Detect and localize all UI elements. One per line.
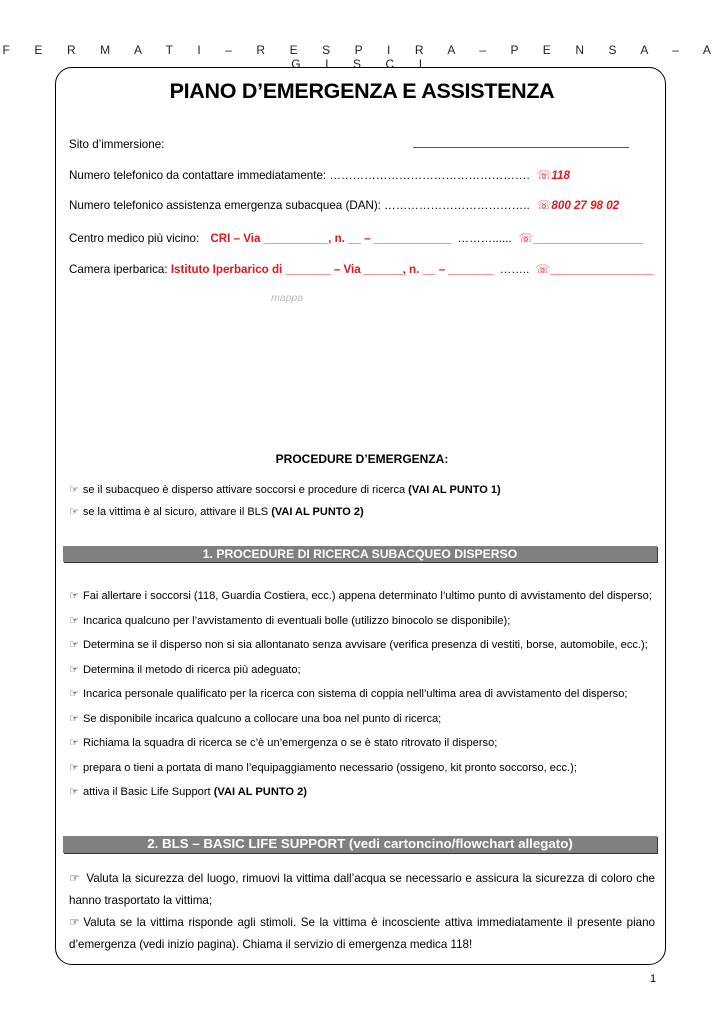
medical-phone: _________________: [533, 232, 643, 245]
pointing-hand-icon: ☞: [69, 786, 79, 798]
search-procedure-link: (VAI AL PUNTO 2): [213, 786, 307, 798]
search-procedure-item: [69, 663, 301, 676]
dan-line: [69, 198, 619, 212]
chamber-value: Istituto Iperbarico di _______ – Via ______, n. __ – _______: [170, 263, 494, 276]
pointing-hand-icon: ☞: [69, 663, 79, 676]
pointing-hand-icon: ☞: [69, 712, 79, 725]
chamber-phone: ________________: [550, 263, 654, 276]
pointing-hand-icon: ☞: [69, 737, 79, 749]
pointing-hand-icon: ☞: [69, 872, 80, 885]
dan-number: 800 27 98 02: [551, 199, 620, 212]
bls-paragraph: [69, 912, 655, 956]
emergency-number: 118: [551, 169, 570, 182]
bls-paragraph-text: Valuta se la vittima risponde agli stimoli. Se la vittima è incosciente attiva immediatamente il presente piano d’emergenza (vedi inizio pagina). Chiama il servizio di emergenza medica 118!: [69, 916, 655, 951]
search-procedure-text: Fai allertare i soccorsi (118, Guardia Costiera, ecc.) appena determinato l’ultimo punto di avvistamento del disperso;: [82, 590, 652, 602]
search-procedure-text: attiva il Basic Life Support: [82, 786, 211, 798]
medical-dots: ………......: [457, 232, 512, 245]
pointing-hand-icon: ☞: [69, 484, 79, 496]
pointing-hand-icon: ☞: [69, 590, 79, 602]
pointing-hand-icon: ☞: [69, 506, 79, 518]
chamber-label: Camera iperbarica:: [69, 263, 168, 276]
procedure-item-text: se il subacqueo è disperso attivare soccorsi e procedure di ricerca: [82, 484, 406, 496]
phone-icon: ☏: [536, 169, 552, 182]
chamber-phone-group: [536, 263, 654, 276]
procedure-item: [69, 483, 501, 496]
search-procedure-text: Determina se il disperso non si sia allontanato senza avvisare (verifica presenza di vestiti, borse, automobile, ecc.);: [82, 639, 648, 651]
phone-icon: ☏: [518, 232, 534, 245]
phone-icon: ☏: [535, 263, 551, 276]
emergency-number-group: [537, 169, 570, 182]
search-procedure-item: [69, 614, 510, 627]
pointing-hand-icon: ☞: [69, 688, 79, 700]
page-number: 1: [650, 973, 657, 985]
procedure-item: [69, 505, 364, 518]
emergency-label: Numero telefonico da contattare immediatamente: …………………………………………….: [69, 169, 530, 182]
search-procedure-item: [69, 736, 497, 749]
bls-paragraph-text: Valuta la sicurezza del luogo, rimuovi la vittima dall’acqua se necessario e assicura la sicurezza di coloro che hanno trasportato la vittima;: [69, 872, 655, 907]
search-procedure-text: Incarica qualcuno per l’avvistamento di eventuali bolle (utilizzo binocolo se disponibile);: [82, 614, 511, 627]
search-procedure-item: [69, 638, 648, 651]
search-procedure-item: [69, 785, 307, 798]
medical-label: Centro medico più vicino:: [69, 232, 200, 245]
search-procedure-item: [69, 712, 441, 725]
search-procedure-text: Se disponibile incarica qualcuno a collocare una boa nel punto di ricerca;: [82, 712, 442, 725]
chamber-dots: ……..: [499, 263, 530, 276]
procedure-item-link: (VAI AL PUNTO 2): [271, 506, 364, 518]
dan-label: Numero telefonico assistenza emergenza subacquea (DAN): ………………………………..: [69, 199, 530, 212]
pointing-hand-icon: ☞: [69, 639, 79, 651]
search-procedure-item: [69, 761, 577, 774]
phone-icon: ☏: [536, 199, 552, 212]
pointing-hand-icon: ☞: [69, 916, 80, 929]
site-line: [69, 138, 164, 151]
search-procedure-text: Richiama la squadra di ricerca se c’è un’emergenza o se è stato ritrovato il disperso;: [82, 737, 498, 749]
search-procedure-item: [69, 687, 627, 700]
pointing-hand-icon: ☞: [69, 761, 79, 774]
procedures-title: PROCEDURE D’EMERGENZA:: [275, 452, 449, 466]
procedure-item-link: (VAI AL PUNTO 1): [408, 484, 501, 496]
page-header: F E R M A T I – R E S P I R A – P E N S A – A G I S C I: [2, 43, 722, 71]
map-placeholder-label: mappa: [271, 292, 304, 304]
chamber-line: [69, 262, 653, 276]
search-procedure-item: [69, 589, 652, 602]
page-title: PIANO D’EMERGENZA E ASSISTENZA: [169, 79, 555, 103]
medical-phone-group: [519, 232, 643, 245]
search-procedure-text: Determina il metodo di ricerca più adeguato;: [82, 663, 301, 676]
section-1-header: 1. PROCEDURE DI RICERCA SUBACQUEO DISPERSO: [63, 546, 657, 562]
site-blank: [413, 147, 629, 148]
bls-paragraph: [69, 868, 655, 912]
section-2-header: 2. BLS – BASIC LIFE SUPPORT (vedi cartoncino/flowchart allegato): [63, 836, 657, 853]
search-procedure-text: prepara o tieni a portata di mano l’equipaggiamento necessario (ossigeno, kit pronto soccorso, ecc.);: [82, 761, 577, 774]
site-label: Sito d’immersione:: [69, 138, 165, 151]
dan-number-group: [537, 199, 619, 212]
medical-line: [69, 231, 643, 245]
emergency-line: [69, 168, 570, 182]
pointing-hand-icon: ☞: [69, 614, 79, 627]
medical-value: CRI – Via __________, n. __ – ____________: [210, 232, 452, 245]
procedure-item-text: se la vittima è al sicuro, attivare il BLS: [82, 506, 269, 518]
search-procedure-text: Incarica personale qualificato per la ricerca con sistema di coppia nell’ultima area di avvistamento del disperso;: [82, 688, 628, 700]
